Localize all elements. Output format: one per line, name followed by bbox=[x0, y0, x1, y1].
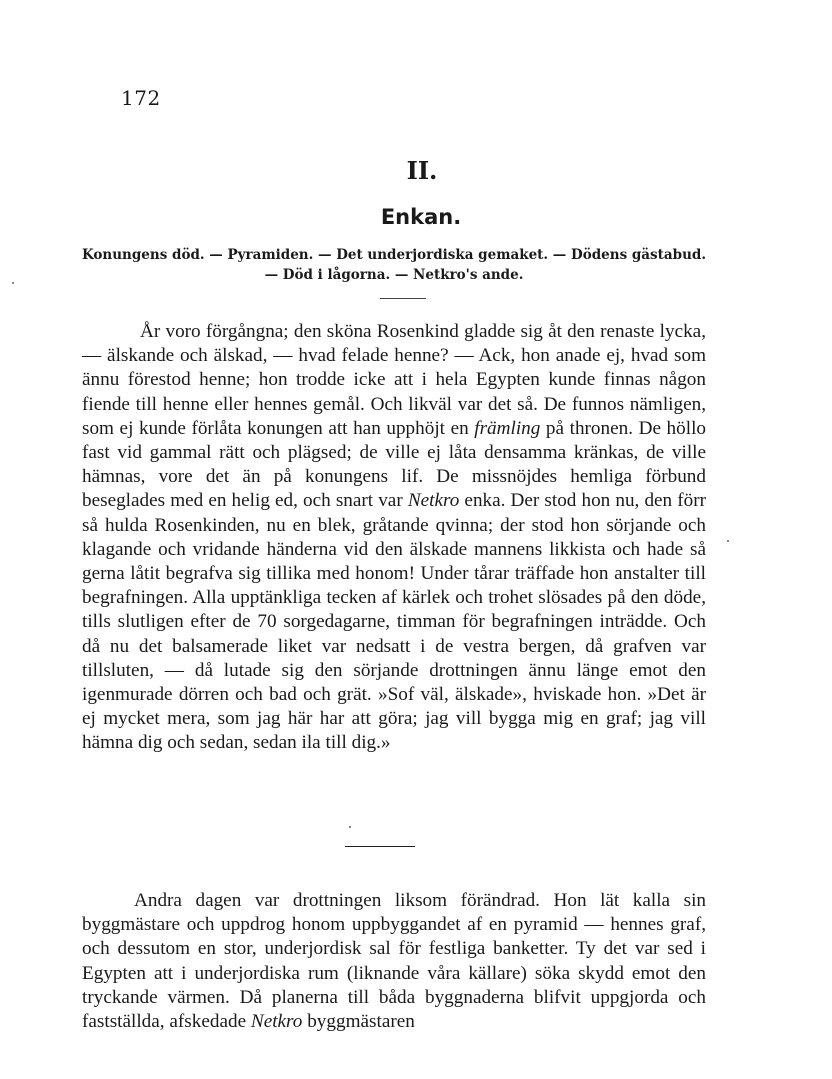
paragraph-1-text-c: enka. Der stod hon nu, den förr så hulda Rosenkinden, nu en blek, gråtande qvinna; der stod hon sörjande och klagande och vridande händerna vid den älskade mannens likkista och hade så gerna låtit begrafva sig tillika med honom! Under tårar träffade hon anstalter till begrafningen. Alla upptänkliga tecken af kärlek och trohet slösades på den döde, tills slutligen efter de 70 sorgedagarne, timman för begrafningen inträdde. Och då nu det balsamerade liket var nedsatt i de vestra bergen, då grafven var tillsluten, — då lutade sig den sörjande drottningen ännu länge emot den igenmurade dörren och bad och grät. »Sof väl, älskade», hviskade hon. »Det är ej mycket mera, som jag här har att göra; jag vill bygga mig en graf; jag vill hämna dig och sedan, sedan ila till dig.» bbox=[82, 490, 707, 754]
paragraph-1-text-a: År voro förgångna; den sköna Rosenkind gladde sig åt den renaste lycka, — älskande och älskad, — hvad felade henne? — Ack, hon anade ej, hvad som ännu förestod henne; hon trodde icke att i hela Egypten kunde finnas någon fiende till henne eller hennes gemål. Och likväl var det så. De funnos nämligen, som ej kunde förlåta konungen att han upphöjt en bbox=[82, 321, 706, 439]
paragraph-2-italic-netkro: Netkro bbox=[250, 1011, 303, 1033]
print-speck bbox=[12, 282, 14, 284]
chapter-numeral: II. bbox=[406, 156, 438, 185]
print-speck bbox=[349, 826, 351, 828]
section-divider bbox=[345, 846, 415, 847]
print-speck bbox=[727, 540, 729, 542]
paragraph-1-italic-netkro: Netkro bbox=[407, 490, 460, 512]
chapter-title: Enkan. bbox=[380, 205, 462, 229]
paragraph-1-italic-framling: främling bbox=[474, 417, 541, 439]
body-paragraph-2 bbox=[82, 889, 706, 1034]
page-number: 172 bbox=[121, 86, 161, 110]
paragraph-2-text-b: byggmästaren bbox=[302, 1011, 415, 1033]
chapter-synopsis: Konungens död. — Pyramiden. — Det underjordiska gemaket. — Dödens gästabud. — Död i lågorna. — Netkro's ande. bbox=[81, 247, 707, 283]
body-paragraph-1 bbox=[82, 320, 706, 756]
paragraph-1-text-b: på thronen. De höllo fast vid gammal rätt och plägsed; de ville ej låta densamma kränkas, de ville hämnas, vore det än på konungens lif. De missnöjdes hemliga förbund beseglades med en helig ed, och snart var bbox=[82, 417, 706, 512]
paragraph-2-text-a: Andra dagen var drottningen liksom förändrad. Hon lät kalla sin byggmästare och uppdrog honom uppbyggandet af en pyramid — hennes graf, och dessutom en stor, underjordisk sal för festliga banketter. Ty det var sed i Egypten att i underjordiska rum (liknande våra källare) söka skydd emot den tryckande värmen. Då planerna till båda byggnaderna blifvit uppgjorda och fastställda, afskedade bbox=[82, 890, 706, 1033]
synopsis-divider bbox=[380, 298, 426, 299]
